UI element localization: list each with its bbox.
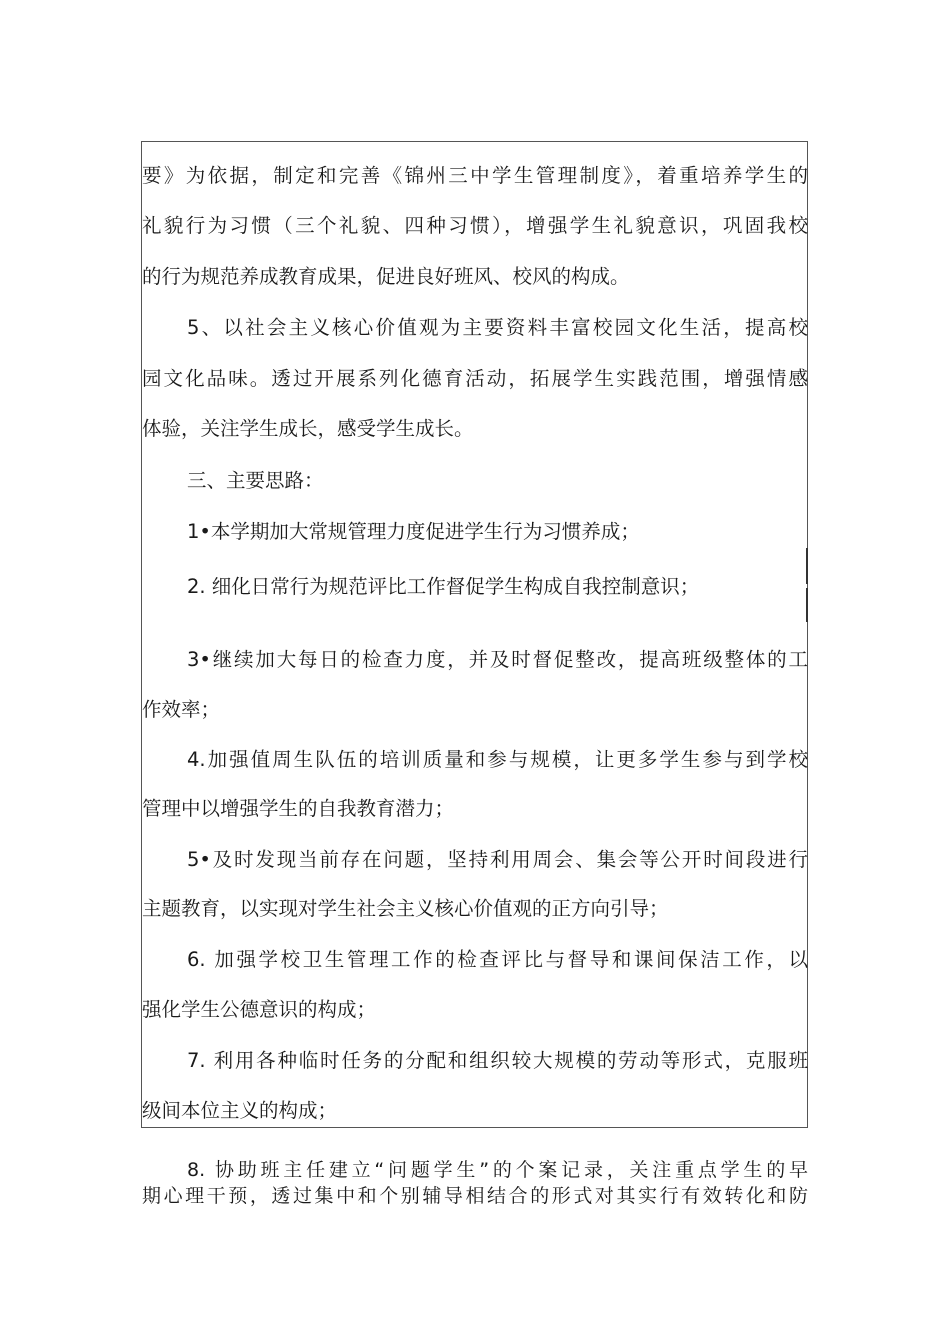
text-line: 的行为规范养成教育成果，促进良好班风、校风的构成。 (142, 265, 630, 288)
text-line: 期心理干预，透过集中和个别辅导相结合的形式对其实行有效转化和防 (142, 1185, 808, 1207)
text-line: 作效率； (142, 698, 221, 721)
text-line: 体验，关注学生成长，感受学生成长。 (142, 417, 474, 440)
text-line: 强化学生公德意识的构成； (142, 998, 377, 1021)
text-line: 园文化品味。透过开展系列化德育活动，拓展学生实践范围，增强情感 (142, 367, 808, 390)
text-line: 7. 利用各种临时任务的分配和组织较大规模的劳动等形式，克服班 (187, 1049, 808, 1072)
text-line: 礼貌行为习惯（三个礼貌、四种习惯），增强学生礼貌意识，巩固我校 (142, 214, 808, 237)
text-line: 5、以社会主义核心价值观为主要资料丰富校园文化生活，提高校 (187, 316, 808, 339)
text-line: 6. 加强学校卫生管理工作的检查评比与督导和课间保洁工作，以 (187, 948, 808, 971)
text-line: 2. 细化日常行为规范评比工作督促学生构成自我控制意识； (187, 575, 700, 598)
section-heading: 三、主要思路： (187, 469, 324, 492)
text-line: 管理中以增强学生的自我教育潜力； (142, 797, 455, 820)
text-line: 要》为依据，制定和完善《锦州三中学生管理制度》，着重培养学生的 (142, 164, 808, 187)
text-line: 主题教育，以实现对学生社会主义核心价值观的正方向引导； (142, 897, 669, 920)
content-table-frame (141, 141, 808, 1128)
text-line: 级间本位主义的构成； (142, 1099, 338, 1122)
text-line: 3•继续加大每日的检查力度，并及时督促整改，提高班级整体的工 (187, 648, 808, 671)
text-line: 8. 协助班主任建立“问题学生”的个案记录，关注重点学生的早 (187, 1159, 808, 1181)
text-line: 5•及时发现当前存在问题，坚持利用周会、集会等公开时间段进行 (187, 848, 808, 871)
text-line: 4.加强值周生队伍的培训质量和参与规模，让更多学生参与到学校 (187, 748, 808, 771)
text-line: 1•本学期加大常规管理力度促进学生行为习惯养成； (187, 520, 640, 543)
